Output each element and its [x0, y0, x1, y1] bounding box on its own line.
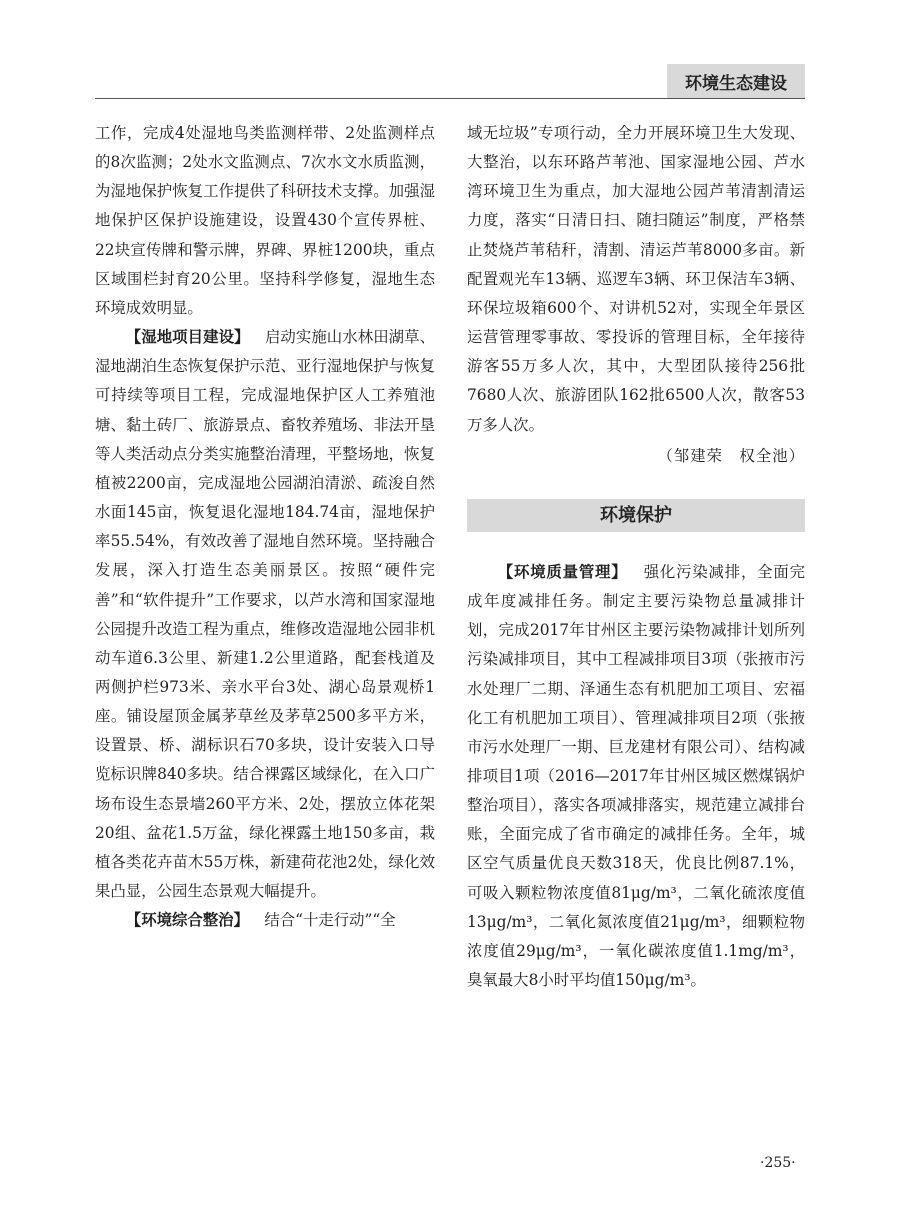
- left-paragraph-1: 工作，完成4处湿地鸟类监测样带、2处监测样点的8次监测；2处水文监测点、7次水文水质监测，为湿地保护恢复工作提供了科研技术支撑。加强湿地保护区保护设施建设，设置430个宣传界桩、22块宣传牌和警示牌，界碑、界桩1200块，重点区域围栏封育20公里。坚持科学修复，湿地生态环境成效明显。: [95, 124, 435, 317]
- page-number: ·255·: [760, 1155, 796, 1171]
- left-column: [95, 119, 435, 935]
- paragraph-heading-environment-rectification: 【环境综合整治】: [125, 911, 249, 930]
- left-paragraph-3: [95, 906, 435, 935]
- paragraph-body: 结合“十走行动”“全: [264, 911, 396, 930]
- right-paragraph-2: [467, 558, 805, 995]
- section-heading-environment-protection: 环境保护: [467, 499, 805, 532]
- right-paragraph-1: 域无垃圾”专项行动，全力开展环境卫生大发现、大整治，以东环路芦苇池、国家湿地公园、芦水湾环境卫生为重点，加大湿地公园芦苇清割清运力度，落实“日清日扫、随扫随运”制度，严格禁止焚烧芦苇秸秆，清割、清运芦苇8000多亩。新配置观光车13辆、巡逻车3辆、环卫保洁车3辆、环保垃圾箱600个、对讲机52对，实现全年景区运营管理零事故、零投诉的管理目标，全年接待游客55万多人次，其中，大型团队接待256批7680人次、旅游团队162批6500人次，散客53万多人次。: [467, 124, 805, 434]
- left-paragraph-2: [95, 323, 435, 906]
- header-rule: [95, 98, 805, 99]
- paragraph-body: 强化污染减排，全面完成年度减排任务。制定主要污染物总量减排计划，完成2017年甘州区主要污染物减排计划所列污染减排项目，其中工程减排项目3项（张掖市污水处理厂二期、泽通生态有机肥加工项目、宏福化工有机肥加工项目）、管理减排项目2项（张掖市污水处理厂一期、巨龙建材有限公司）、结构减排项目1项（2016—2017年甘州区城区燃煤锅炉整治项目），落实各项减排落实，规范建立减排台账，全面完成了省市确定的减排任务。全年，城区空气质量优良天数318天，优良比例87.1%，可吸入颗粒物浓度值81μg/m³，二氧化硫浓度值13μg/m³，二氧化氮浓度值21μg/m³，细颗粒物浓度值29μg/m³，一氧化碳浓度值1.1mg/m³，臭氧最大8小时平均值150μg/m³。: [467, 562, 805, 990]
- paragraph-body: 启动实施山水林田湖草、湿地湖泊生态恢复保护示范、亚行湿地保护与恢复可持续等项目工程，完成湿地保护区人工养殖池塘、黏土砖厂、旅游景点、畜牧养殖场、非法开垦等人类活动点分类实施整治清理，平整场地，恢复植被2200亩，完成湿地公园湖泊清淤、疏浚自然水面145亩，恢复退化湿地184.74亩，湿地保护率55.54%，有效改善了湿地自然环境。坚持融合发展，深入打造生态美丽景区。按照“硬件完善”和“软件提升”工作要求，以芦水湾和国家湿地公园提升改造工程为重点，维修改造湿地公园非机动车道6.3公里、新建1.2公里道路，配套栈道及两侧护栏973米、亲水平台3处、湖心岛景观桥1座。铺设屋顶金属茅草丝及茅草2500多平方米，设置景、桥、湖标识石70多块，设计安装入口导览标识牌840多块。结合裸露区域绿化，在入口广场布设生态景墙260平方米、2处，摆放立体花架20组、盆花1.5万盆，绿化裸露土地150多亩，栽植各类花卉苗木55万株，新建荷花池2处，绿化效果凸显，公园生态景观大幅提升。: [95, 328, 435, 901]
- paragraph-heading-environment-quality: 【环境质量管理】: [497, 562, 628, 581]
- running-header-section-title: 环境生态建设: [667, 64, 805, 98]
- author-credit: （邹建荣 权全池）: [657, 446, 805, 465]
- paragraph-heading-wetland-projects: 【湿地项目建设】: [125, 328, 250, 347]
- right-column: [467, 119, 805, 995]
